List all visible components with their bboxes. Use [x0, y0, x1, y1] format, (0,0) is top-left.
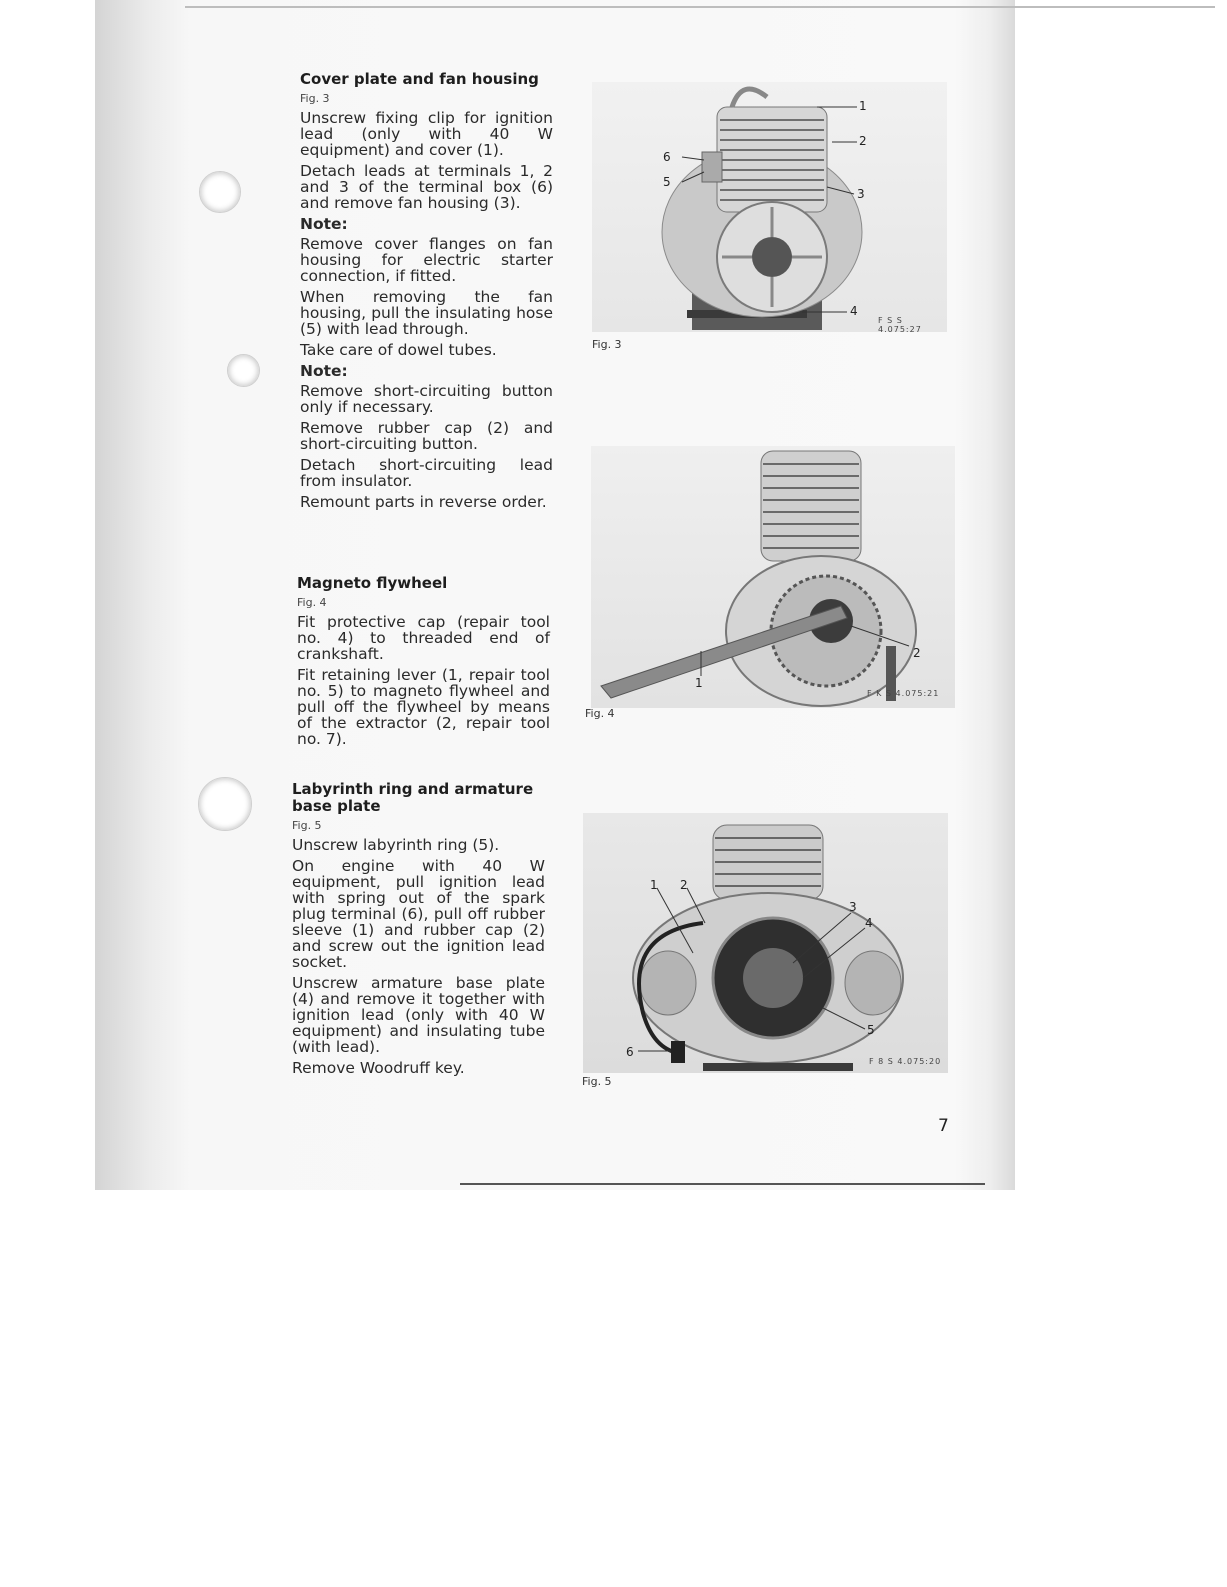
- callout-number: 4: [850, 304, 858, 318]
- callout-number: 2: [680, 878, 688, 892]
- figure-caption: Fig. 5: [582, 1075, 612, 1088]
- paragraph: On engine with 40 W equipment, pull ignition lead with spring out of the spark plug terminal (6), pull off rubber sleeve (1) and rubber cap (2) and screw out the ignition lead socket.: [292, 857, 545, 971]
- callout-number: 5: [867, 1023, 875, 1037]
- figure-reference: Fig. 5: [292, 819, 322, 832]
- callout-number: 1: [650, 878, 658, 892]
- note-label: Note:: [300, 362, 348, 380]
- section-heading: Magneto flywheel: [297, 574, 448, 592]
- armature-base-plate-illustration: [583, 813, 948, 1073]
- flywheel-removal-illustration: [591, 446, 955, 708]
- heading-line: Labyrinth ring and armature: [292, 780, 534, 798]
- paragraph: Detach leads at terminals 1, 2 and 3 of the terminal box (6) and remove fan housing (3).: [300, 162, 553, 212]
- paragraph: Unscrew fixing clip for ignition lead (only with 40 W equipment) and cover (1).: [300, 109, 553, 159]
- paragraph: Unscrew labyrinth ring (5).: [292, 836, 500, 854]
- figure-code: F K S 4.075:21: [867, 689, 940, 698]
- figure-caption: Fig. 3: [592, 338, 622, 351]
- figure-4-photo: [591, 446, 955, 708]
- figure-5-photo: [583, 813, 948, 1073]
- callout-number: 3: [849, 900, 857, 914]
- binder-hole: [199, 171, 241, 213]
- figure-3-photo: [592, 82, 947, 332]
- figure-code: F S S 4.075:27: [878, 316, 922, 332]
- paragraph: Remount parts in reverse order.: [300, 493, 547, 511]
- callout-number: 1: [859, 99, 867, 113]
- section-heading: Cover plate and fan housing: [300, 70, 539, 88]
- paragraph: Remove short-circuiting button only if necessary.: [300, 382, 553, 416]
- paragraph: Fit retaining lever (1, repair tool no. 5) to magneto flywheel and pull off the flywheel by means of the extractor (2, repair tool no. 7).: [297, 666, 550, 748]
- scan-edge-top: [185, 6, 1215, 8]
- engine-front-illustration: [592, 82, 947, 332]
- paragraph: Remove rubber cap (2) and short-circuiting button.: [300, 419, 553, 453]
- section-heading: [292, 781, 545, 815]
- paragraph: Remove Woodruff key.: [292, 1059, 465, 1077]
- paragraph: Remove cover flanges on fan housing for electric starter connection, if fitted.: [300, 235, 553, 285]
- binder-hole: [227, 354, 260, 387]
- paragraph: Fit protective cap (repair tool no. 4) to threaded end of crankshaft.: [297, 613, 550, 663]
- binder-hole: [198, 777, 252, 831]
- paragraph: Unscrew armature base plate (4) and remove it together with ignition lead (only with 40 W equipment) and insulating tube (with lead).: [292, 974, 545, 1056]
- figure-reference: Fig. 4: [297, 596, 327, 609]
- paragraph: When removing the fan housing, pull the insulating hose (5) with lead through.: [300, 288, 553, 338]
- section-magneto-flywheel: [297, 575, 550, 752]
- scan-edge-bottom: [460, 1183, 985, 1185]
- callout-number: 2: [913, 646, 921, 660]
- figure-caption: Fig. 4: [585, 707, 615, 720]
- callout-number: 6: [626, 1045, 634, 1059]
- callout-number: 6: [663, 150, 671, 164]
- page-number: 7: [938, 1116, 949, 1136]
- callout-number: 2: [859, 134, 867, 148]
- paragraph: Detach short-circuiting lead from insulator.: [300, 456, 553, 490]
- callout-number: 3: [857, 187, 865, 201]
- section-cover-plate: [300, 71, 553, 515]
- callout-number: 1: [695, 676, 703, 690]
- section-labyrinth-ring: [292, 781, 545, 1081]
- heading-line: base plate: [292, 797, 381, 815]
- callout-number: 5: [663, 175, 671, 189]
- figure-code: F 8 S 4.075:20: [869, 1057, 942, 1066]
- callout-number: 4: [865, 916, 873, 930]
- note-label: Note:: [300, 215, 348, 233]
- paragraph: Take care of dowel tubes.: [300, 341, 497, 359]
- figure-reference: Fig. 3: [300, 92, 330, 105]
